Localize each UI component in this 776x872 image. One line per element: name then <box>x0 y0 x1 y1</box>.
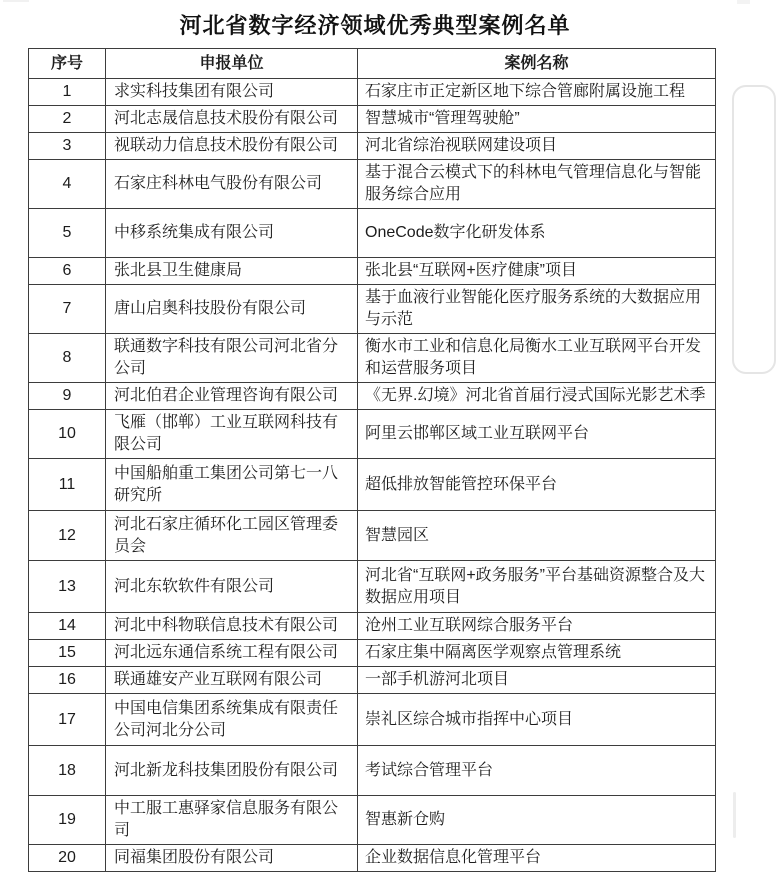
page-title: 河北省数字经济领域优秀典型案例名单 <box>179 13 571 38</box>
table-row <box>29 79 716 106</box>
cell-no: 13 <box>29 561 106 613</box>
cell-unit: 中移系统集成有限公司 <box>106 209 358 258</box>
cell-case: 智惠新仓购 <box>358 796 716 845</box>
cell-case: 河北省综治视联网建设项目 <box>358 133 716 160</box>
cell-no: 2 <box>29 106 106 133</box>
cell-unit: 视联动力信息技术股份有限公司 <box>106 133 358 160</box>
cell-case: 超低排放智能管控环保平台 <box>358 459 716 511</box>
cell-unit: 联通数字科技有限公司河北省分公司 <box>106 334 358 383</box>
table-row <box>29 561 716 613</box>
table-row <box>29 796 716 845</box>
header-case: 案例名称 <box>358 49 716 79</box>
cell-unit: 河北中科物联信息技术有限公司 <box>106 613 358 640</box>
cell-no: 17 <box>29 694 106 746</box>
table-row <box>29 410 716 459</box>
cell-no: 5 <box>29 209 106 258</box>
cell-unit: 联通雄安产业互联网有限公司 <box>106 667 358 694</box>
scrollbar-track <box>733 792 736 838</box>
table-row <box>29 640 716 667</box>
table-header-row <box>29 49 716 79</box>
cell-no: 14 <box>29 613 106 640</box>
table-row <box>29 258 716 285</box>
header-no: 序号 <box>29 49 106 79</box>
cell-case: 基于混合云模式下的科林电气管理信息化与智能服务综合应用 <box>358 160 716 209</box>
cell-unit: 求实科技集团有限公司 <box>106 79 358 106</box>
cell-unit: 张北县卫生健康局 <box>106 258 358 285</box>
table-row <box>29 746 716 796</box>
cell-unit: 中工服工惠驿家信息服务有限公司 <box>106 796 358 845</box>
cell-unit: 河北石家庄循环化工园区管理委员会 <box>106 511 358 561</box>
table-header <box>29 49 716 79</box>
table-row <box>29 383 716 410</box>
table-row <box>29 133 716 160</box>
cell-case: 智慧园区 <box>358 511 716 561</box>
table-row <box>29 209 716 258</box>
cell-no: 3 <box>29 133 106 160</box>
cell-no: 1 <box>29 79 106 106</box>
table-row <box>29 613 716 640</box>
cell-case: 崇礼区综合城市指挥中心项目 <box>358 694 716 746</box>
cell-case: OneCode数字化研发体系 <box>358 209 716 258</box>
table-row <box>29 694 716 746</box>
cell-unit: 飞雁（邯郸）工业互联网科技有限公司 <box>106 410 358 459</box>
cases-table <box>28 48 716 872</box>
cell-no: 4 <box>29 160 106 209</box>
cell-no: 11 <box>29 459 106 511</box>
cell-unit: 石家庄科林电气股份有限公司 <box>106 160 358 209</box>
cell-case: 河北省“互联网+政务服务”平台基础资源整合及大数据应用项目 <box>358 561 716 613</box>
cell-unit: 唐山启奥科技股份有限公司 <box>106 285 358 334</box>
cell-case: 《无界.幻境》河北省首届行浸式国际光影艺术季 <box>358 383 716 410</box>
cell-no: 6 <box>29 258 106 285</box>
cell-no: 9 <box>29 383 106 410</box>
cell-case: 智慧城市“管理驾驶舱” <box>358 106 716 133</box>
cell-no: 8 <box>29 334 106 383</box>
cell-unit: 中国船舶重工集团公司第七一八研究所 <box>106 459 358 511</box>
top-edge-artifact-right <box>737 0 750 4</box>
cell-unit: 中国电信集团系统集成有限责任公司河北分公司 <box>106 694 358 746</box>
table-row <box>29 285 716 334</box>
cell-no: 10 <box>29 410 106 459</box>
cell-case: 阿里云邯郸区域工业互联网平台 <box>358 410 716 459</box>
cell-no: 18 <box>29 746 106 796</box>
cell-unit: 河北远东通信系统工程有限公司 <box>106 640 358 667</box>
cell-case: 张北县“互联网+医疗健康”项目 <box>358 258 716 285</box>
cell-unit: 河北东软软件有限公司 <box>106 561 358 613</box>
cell-case: 石家庄集中隔离医学观察点管理系统 <box>358 640 716 667</box>
scrollbar-thumb[interactable] <box>732 85 776 374</box>
cell-no: 15 <box>29 640 106 667</box>
cell-unit: 河北志晟信息技术股份有限公司 <box>106 106 358 133</box>
cell-case: 石家庄市正定新区地下综合管廊附属设施工程 <box>358 79 716 106</box>
cell-no: 7 <box>29 285 106 334</box>
cell-no: 19 <box>29 796 106 845</box>
table-body <box>29 79 716 872</box>
cell-case: 考试综合管理平台 <box>358 746 716 796</box>
top-edge-artifact-left <box>3 0 29 2</box>
cell-case: 衡水市工业和信息化局衡水工业互联网平台开发和运营服务项目 <box>358 334 716 383</box>
table-row <box>29 106 716 133</box>
cell-case: 企业数据信息化管理平台 <box>358 845 716 872</box>
table-row <box>29 459 716 511</box>
table-row <box>29 511 716 561</box>
cell-unit: 河北新龙科技集团股份有限公司 <box>106 746 358 796</box>
cell-case: 一部手机游河北项目 <box>358 667 716 694</box>
table-row <box>29 845 716 872</box>
cell-no: 12 <box>29 511 106 561</box>
table-row <box>29 334 716 383</box>
table-row <box>29 160 716 209</box>
cell-no: 16 <box>29 667 106 694</box>
header-unit: 申报单位 <box>106 49 358 79</box>
cell-unit: 河北伯君企业管理咨询有限公司 <box>106 383 358 410</box>
cell-unit: 同福集团股份有限公司 <box>106 845 358 872</box>
cell-case: 基于血液行业智能化医疗服务系统的大数据应用与示范 <box>358 285 716 334</box>
cell-case: 沧州工业互联网综合服务平台 <box>358 613 716 640</box>
cell-no: 20 <box>29 845 106 872</box>
table-row <box>29 667 716 694</box>
